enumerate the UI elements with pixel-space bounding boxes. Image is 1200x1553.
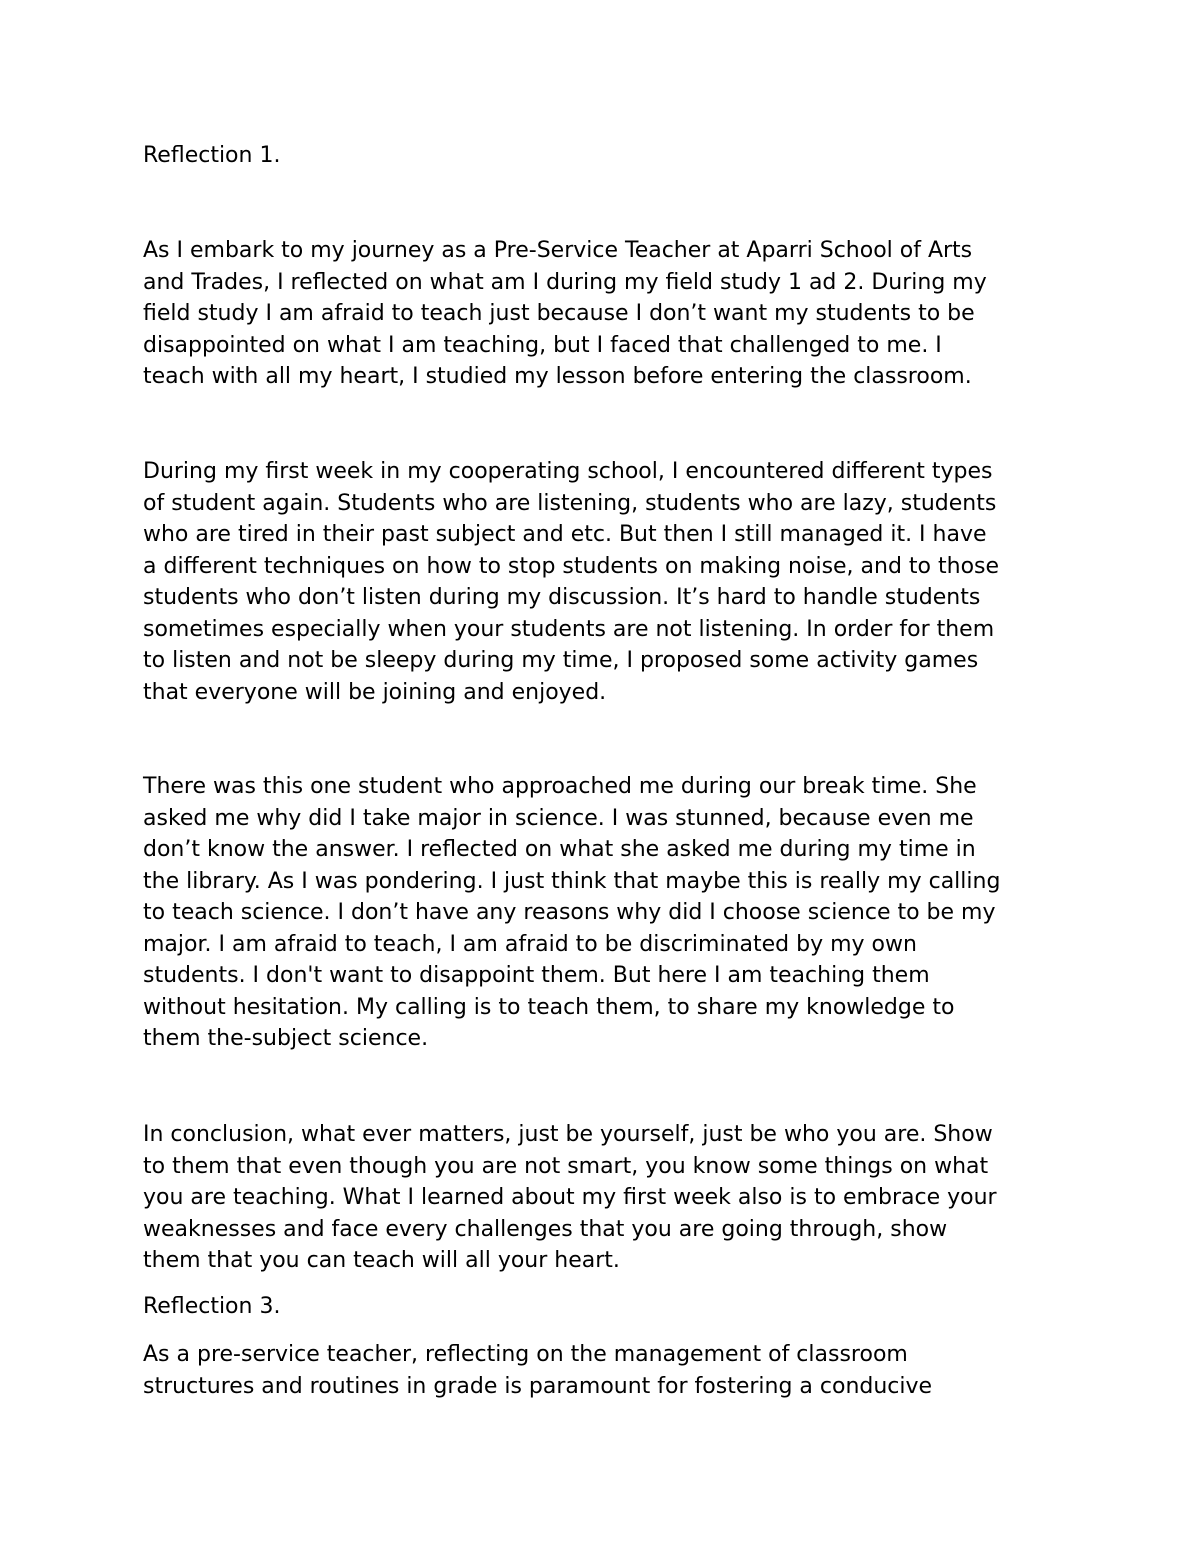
heading-reflection-1	[143, 140, 1083, 172]
paragraph-line: who are tired in their past subject and etc. But then I still managed it. I have	[143, 522, 987, 547]
paragraph-line: the library. As I was pondering. I just think that maybe this is really my calling	[143, 868, 1001, 894]
paragraph-line: to listen and not be sleepy during my time, I proposed some activity games	[143, 648, 979, 673]
paragraph-line: major. I am afraid to teach, I am afraid to be discriminated by my own	[143, 931, 917, 957]
paragraph-line: students who don’t listen during my discussion. It’s hard to handle students	[143, 585, 981, 610]
paragraph-line: As I embark to my journey as a Pre-Service Teacher at Aparri School of Arts	[143, 238, 973, 263]
paragraph-line: There was this one student who approached me during our break time. She	[143, 774, 977, 799]
paragraph-3	[143, 771, 1083, 1055]
paragraph-line: In conclusion, what ever matters, just be yourself, just be who you are. Show	[143, 1122, 993, 1147]
paragraph-line: disappointed on what I am teaching, but I faced that challenged to me. I	[143, 332, 942, 358]
paragraph-line: a different techniques on how to stop students on making noise, and to those	[143, 553, 1000, 579]
paragraph-4	[143, 1119, 1083, 1277]
paragraph-line: weaknesses and face every challenges that you are going through, show	[143, 1216, 948, 1242]
paragraph-1	[143, 235, 1083, 393]
heading-text: Reflection 1.	[143, 143, 281, 168]
heading-text: Reflection 3.	[143, 1294, 281, 1319]
paragraph-line: teach with all my heart, I studied my lesson before entering the classroom.	[143, 364, 972, 389]
paragraph-line: sometimes especially when your students are not listening. In order for them	[143, 616, 995, 642]
paragraph-line: them that you can teach will all your heart.	[143, 1248, 620, 1273]
paragraph-line: students. I don't want to disappoint them. But here I am teaching them	[143, 963, 930, 988]
paragraph-line: During my first week in my cooperating school, I encountered different types	[143, 459, 993, 484]
heading-reflection-3	[143, 1291, 1083, 1323]
paragraph-line: of student again. Students who are listening, students who are lazy, students	[143, 490, 997, 516]
paragraph-5	[143, 1339, 1083, 1402]
paragraph-line: structures and routines in grade is paramount for fostering a conducive	[143, 1373, 933, 1399]
paragraph-line: to teach science. I don’t have any reasons why did I choose science to be my	[143, 900, 996, 925]
paragraph-line: and Trades, I reflected on what am I during my field study 1 ad 2. During my	[143, 269, 987, 295]
paragraph-line: without hesitation. My calling is to teach them, to share my knowledge to	[143, 994, 955, 1020]
paragraph-line: you are teaching. What I learned about my first week also is to embrace your	[143, 1185, 997, 1210]
paragraph-line: asked me why did I take major in science. I was stunned, because even me	[143, 805, 974, 831]
paragraph-2	[143, 456, 1083, 708]
paragraph-line: that everyone will be joining and enjoyed.	[143, 679, 607, 705]
paragraph-line: to them that even though you are not smart, you know some things on what	[143, 1153, 989, 1179]
paragraph-line: field study I am afraid to teach just because I don’t want my students to be	[143, 301, 975, 326]
paragraph-line: As a pre-service teacher, reflecting on the management of classroom	[143, 1342, 908, 1367]
paragraph-line: don’t know the answer. I reflected on what she asked me during my time in	[143, 837, 976, 862]
paragraph-line: them the-subject science.	[143, 1026, 429, 1051]
